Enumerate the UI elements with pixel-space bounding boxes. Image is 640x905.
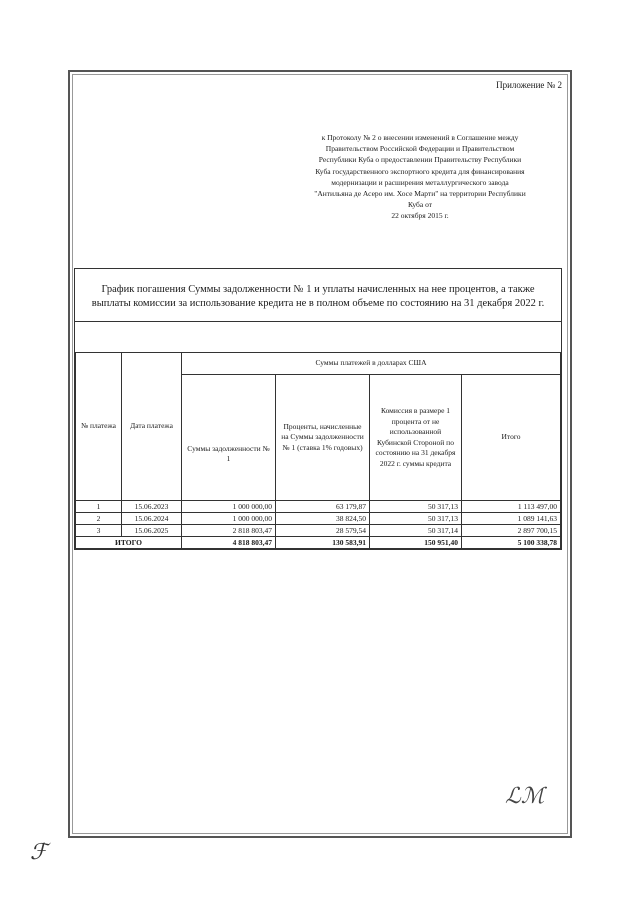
table-total-row — [76, 537, 561, 549]
cell-date: 15.06.2023 — [122, 501, 182, 513]
total-total: 5 100 338,78 — [462, 537, 561, 549]
cell-interest: 28 579,54 — [276, 525, 370, 537]
cell-total: 1 113 497,00 — [462, 501, 561, 513]
cell-number: 3 — [76, 525, 122, 537]
protocol-line: Республики Куба о предоставлении Правительству Республики — [318, 155, 522, 165]
protocol-line: к Протоколу № 2 о внесении изменений в Соглашение между — [321, 133, 519, 142]
table-row — [76, 513, 561, 525]
header-commission: Комиссия в размере 1 процента от не использованной Кубинской Стороной по состоянию на 31 декабря 2022 г. суммы кредита — [370, 375, 462, 501]
header-total: Итого — [462, 375, 561, 501]
cell-number: 1 — [76, 501, 122, 513]
protocol-line: модернизации и расширения металлургического завода — [331, 177, 509, 187]
cell-number: 2 — [76, 513, 122, 525]
cell-debt: 1 000 000,00 — [182, 501, 276, 513]
header-payment-number: № платежа — [76, 353, 122, 501]
cell-total: 1 089 141,63 — [462, 513, 561, 525]
total-commission: 150 951,40 — [370, 537, 462, 549]
cell-total: 2 897 700,15 — [462, 525, 561, 537]
protocol-line: Куба государственного экспортного кредита для финансирования — [315, 166, 525, 176]
table-row — [76, 501, 561, 513]
cell-interest: 63 179,87 — [276, 501, 370, 513]
protocol-reference — [270, 132, 570, 222]
cell-commission: 50 317,13 — [370, 513, 462, 525]
schedule-title: График погашения Суммы задолженности № 1 и уплаты начисленных на нее процентов, а также выплаты комиссии за использование кредита не в полном объеме по состоянию на 31 декабря 2022 г. — [75, 269, 561, 322]
protocol-line: Куба от — [407, 200, 433, 210]
total-debt: 4 818 803,47 — [182, 537, 276, 549]
protocol-line: Правительством Российской Федерации и Правительством — [325, 144, 515, 154]
cell-commission: 50 317,13 — [370, 501, 462, 513]
payment-table — [75, 352, 561, 549]
table-row — [76, 525, 561, 537]
handwritten-signature: ℱ — [30, 840, 48, 865]
protocol-line: 22 октября 2015 г. — [391, 211, 449, 221]
protocol-line: "Антильяна де Асеро им. Хосе Марти" на территории Республики — [314, 189, 526, 199]
payment-schedule — [74, 268, 562, 550]
cell-interest: 38 824,50 — [276, 513, 370, 525]
cell-date: 15.06.2025 — [122, 525, 182, 537]
header-interest: Проценты, начисленные на Суммы задолженности № 1 (ставка 1% годовых) — [276, 375, 370, 501]
total-label: ИТОГО — [76, 537, 182, 549]
cell-debt: 2 818 803,47 — [182, 525, 276, 537]
appendix-label: Приложение № 2 — [496, 80, 562, 90]
cell-commission: 50 317,14 — [370, 525, 462, 537]
header-payment-amounts-usd: Суммы платежей в долларах США — [182, 353, 561, 375]
header-payment-date: Дата платежа — [122, 353, 182, 501]
cell-debt: 1 000 000,00 — [182, 513, 276, 525]
header-debt-amount: Суммы задолженности № 1 — [182, 375, 276, 501]
total-interest: 130 583,91 — [276, 537, 370, 549]
handwritten-initials-signature: ℒℳ — [505, 784, 545, 809]
schedule-spacer — [75, 322, 561, 352]
cell-date: 15.06.2024 — [122, 513, 182, 525]
